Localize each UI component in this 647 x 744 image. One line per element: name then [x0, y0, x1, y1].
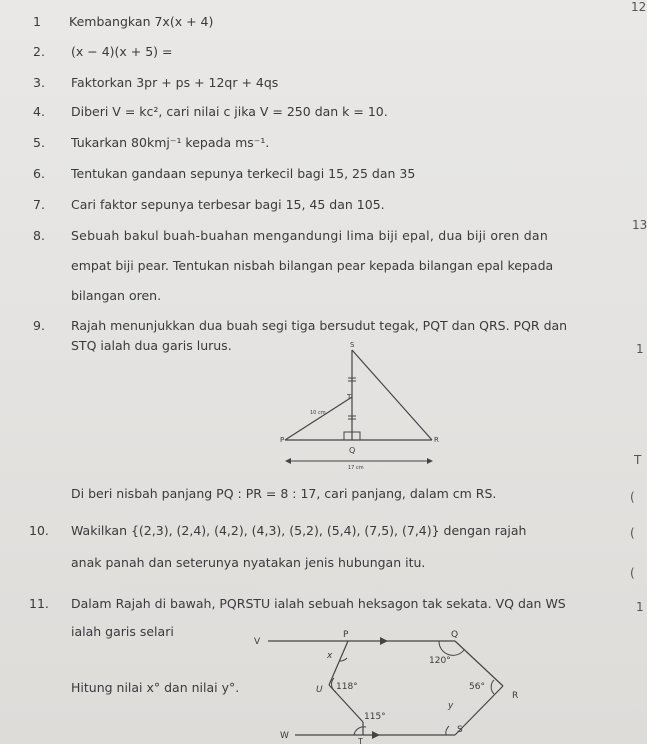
question-8-line-3: bilangan oren.: [71, 288, 162, 303]
question-number: 8.: [33, 228, 45, 243]
label-p: P: [280, 436, 285, 444]
right-angle-mark: [352, 432, 360, 440]
label-v: V: [254, 637, 261, 647]
base-length-label: 17 cm: [348, 465, 364, 471]
angle-arc-q: [439, 641, 464, 655]
question-number: 1: [33, 14, 41, 29]
question-number: 10.: [29, 523, 49, 538]
label-q: Q: [349, 446, 356, 455]
angle-arc-r: [491, 680, 494, 694]
margin-mark: (: [630, 566, 635, 580]
angle-u-value: 118°: [336, 682, 358, 692]
arrow-right-icon: [380, 637, 388, 645]
question-number: 5.: [33, 135, 45, 150]
margin-mark: T: [634, 453, 642, 467]
question-number: 2.: [33, 44, 45, 59]
angle-arc-y: [446, 726, 449, 735]
angle-arc-t: [354, 727, 366, 735]
question-text: Kembangkan 7x(x + 4): [69, 14, 214, 29]
margin-mark: 1: [636, 342, 644, 356]
question-text: Cari faktor sepunya terbesar bagi 15, 45 dan 105.: [71, 197, 385, 212]
question-number: 3.: [33, 75, 45, 90]
label-r: R: [512, 691, 519, 701]
label-y: y: [448, 701, 454, 711]
question-11-line-2: ialah garis selari: [71, 624, 174, 639]
label-t: T: [358, 737, 363, 744]
angle-q-value: 120°: [429, 656, 451, 666]
angle-t-value: 115°: [364, 712, 386, 722]
question-text: Wakilkan {(2,3), (2,4), (4,2), (4,3), (5,2), (5,4), (7,5), (7,4)} dengan rajah: [71, 523, 527, 538]
side-length-label: 10 cm: [310, 410, 326, 416]
margin-mark: 12: [631, 0, 647, 14]
label-q: Q: [451, 630, 459, 640]
label-u: U: [316, 685, 323, 695]
angle-r-value: 56°: [469, 682, 485, 692]
question-text: Faktorkan 3pr + ps + 12qr + 4qs: [71, 75, 279, 90]
label-x: x: [327, 651, 333, 661]
question-9-prompt: Di beri nisbah panjang PQ : PR = 8 : 17, cari panjang, dalam cm RS.: [71, 486, 497, 501]
line-pt: [285, 397, 352, 440]
question-text: Tentukan gandaan sepunya terkecil bagi 15, 25 dan 35: [71, 166, 416, 181]
line-sr: [352, 350, 432, 440]
question-text: Dalam Rajah di bawah, PQRSTU ialah sebuah heksagon tak sekata. VQ dan WS: [71, 596, 566, 611]
question-text: Diberi V = kc², cari nilai c jika V = 250 dan k = 10.: [71, 104, 388, 119]
question-number: 7.: [33, 197, 45, 212]
hexagon-diagram: [250, 628, 550, 744]
question-text: Sebuah bakul buah-buahan mengandungi lima biji epal, dua biji oren dan: [71, 228, 548, 243]
margin-mark: 1: [636, 600, 644, 614]
question-number: 6.: [33, 166, 45, 181]
edge-pu: [329, 641, 348, 685]
label-s: S: [457, 725, 463, 735]
margin-mark: 13: [632, 218, 647, 232]
edge-qr: [455, 641, 503, 686]
label-t: T: [347, 393, 352, 401]
label-s: S: [350, 341, 355, 349]
question-text: (x − 4)(x + 5) =: [71, 44, 173, 59]
question-text: Rajah menunjukkan dua buah segi tiga bersudut tegak, PQT dan QRS. PQR dan: [71, 318, 568, 333]
arrow-right-icon: [372, 731, 380, 739]
margin-mark: (: [630, 490, 635, 504]
arrow-left-icon: [285, 458, 291, 464]
right-angle-mark: [344, 432, 352, 440]
question-text: Tukarkan 80kmj⁻¹ kepada ms⁻¹.: [71, 135, 270, 150]
question-number: 4.: [33, 104, 45, 119]
question-10-line-2: anak panah dan seterunya nyatakan jenis hubungan itu.: [71, 555, 426, 570]
margin-mark: (: [630, 526, 635, 540]
triangle-diagram: [280, 340, 440, 475]
question-number: 9.: [33, 318, 45, 333]
question-11-prompt: Hitung nilai x° dan nilai y°.: [71, 680, 240, 695]
label-p: P: [343, 630, 349, 640]
question-9-line-2: STQ ialah dua garis lurus.: [71, 338, 232, 353]
question-number: 11.: [29, 596, 49, 611]
arrow-right-icon: [427, 458, 433, 464]
question-8-line-2: empat biji pear. Tentukan nisbah bilangan pear kepada bilangan epal kepada: [71, 258, 554, 273]
label-w: W: [280, 731, 289, 741]
label-r: R: [434, 436, 439, 444]
